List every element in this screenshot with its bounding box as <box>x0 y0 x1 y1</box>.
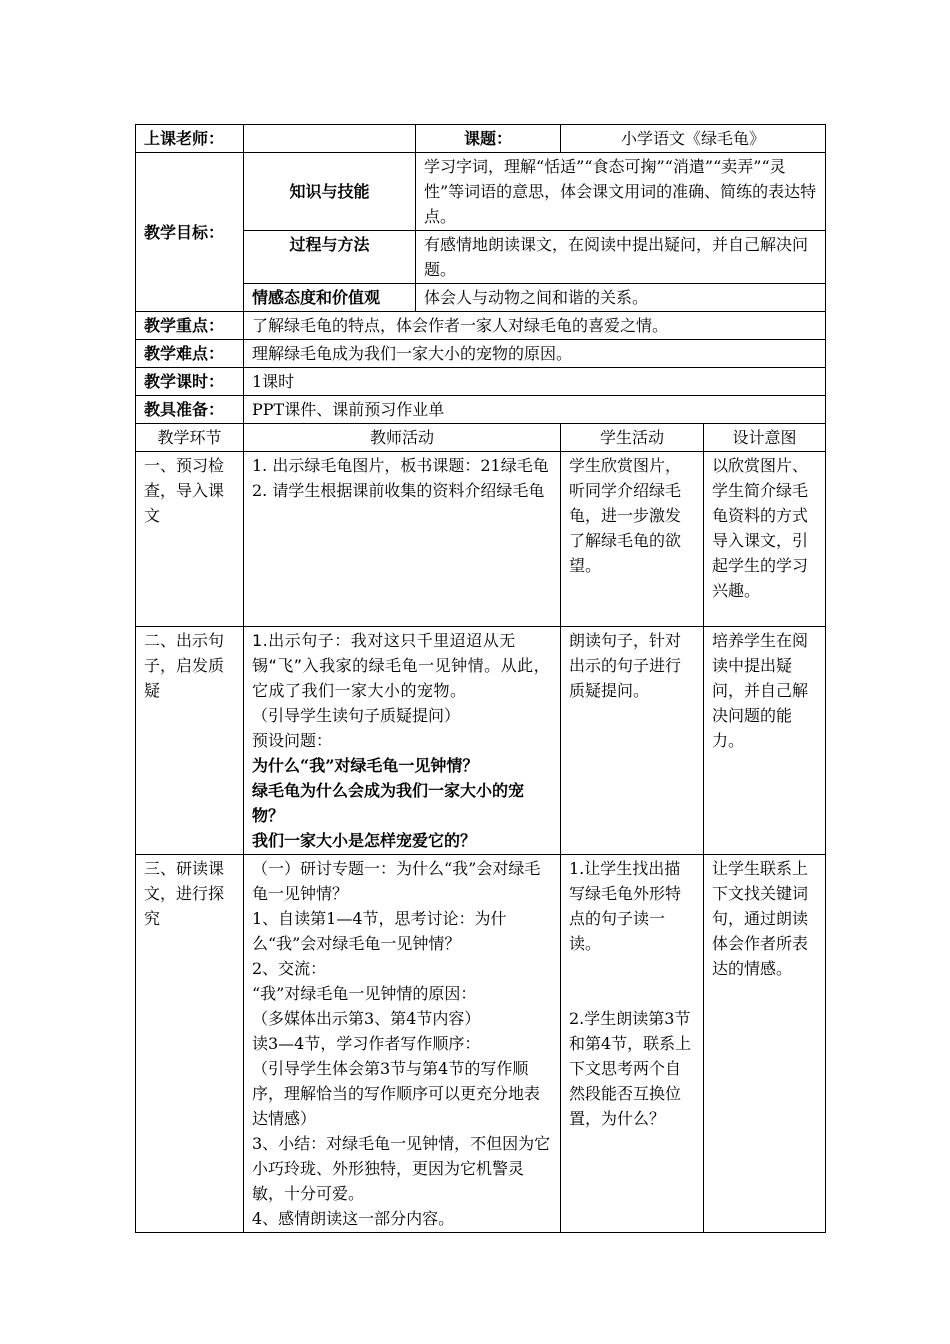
tools-row <box>136 396 826 424</box>
column-header-teacher: 教师活动 <box>244 424 561 452</box>
emotion-label: 情感态度和价值观 <box>244 284 416 312</box>
teacher-label: 上课老师： <box>136 125 244 153</box>
teacher-activity-line: （一）研讨专题一：为什么“我”会对绿毛龟一见钟情？ <box>252 859 541 903</box>
hours-text: 1课时 <box>244 368 826 396</box>
teacher-activity-sentence: 1.出示句子：我对这只千里迢迢从无锡“飞”入我家的绿毛龟一见钟情。从此，它成了我们一家大小的宠物。 <box>252 631 551 700</box>
tools-label: 教具准备： <box>136 396 244 424</box>
lesson-plan-table <box>135 124 826 1233</box>
column-header-row <box>136 424 826 452</box>
student-activity-line: 1.让学生找出描写绿毛龟外形特点的句子读一读。 <box>569 859 682 953</box>
student-activity-cell <box>561 627 704 855</box>
objectives-label: 教学目标： <box>136 153 244 312</box>
knowledge-label: 知识与技能 <box>244 153 416 231</box>
focus-label: 教学重点： <box>136 312 244 340</box>
stage-cell: 三、研读课文，进行探究 <box>136 855 244 1233</box>
objective-knowledge-row <box>136 153 826 231</box>
spacer <box>569 956 695 981</box>
knowledge-text: 学习字词，理解“恬适”“食态可掬”“消遣”“卖弄”“灵性”等词语的意思，体会课文用词的准确、简练的表达特点。 <box>416 153 826 231</box>
topic-label: 课题： <box>416 125 561 153</box>
teacher-activity-cell <box>244 627 561 855</box>
difficulty-row <box>136 340 826 368</box>
difficulty-label: 教学难点： <box>136 340 244 368</box>
student-activity-cell <box>561 452 704 627</box>
teacher-activity-line: 3、小结：对绿毛龟一见钟情，不但因为它小巧玲珑、外形独特，更因为它机警灵敏，十分可爱。 <box>252 1134 551 1203</box>
spacer <box>569 981 695 1006</box>
teacher-activity-line: （引导学生读句子质疑提问） <box>252 706 461 725</box>
process-text: 有感情地朗读课文，在阅读中提出疑问，并自己解决问题。 <box>416 231 826 284</box>
student-activity-cell <box>561 855 704 1233</box>
column-header-intent: 设计意图 <box>704 424 826 452</box>
teacher-activity-line: 预设问题： <box>252 731 333 750</box>
student-activity-line: 2.学生朗读第3节和第4节，联系上下文思考两个自然段能否互换位置，为什么？ <box>569 1009 692 1128</box>
student-activity-line: 学生欣赏图片，听同学介绍绿毛龟，进一步激发了解绿毛龟的欲望。 <box>569 456 682 575</box>
teacher-activity-line: 1、自读第1—4节，思考讨论：为什么“我”会对绿毛龟一见钟情？ <box>252 909 507 953</box>
preset-question: 我们一家大小是怎样宠爱它的？ <box>252 831 477 850</box>
stage-cell: 一、预习检查，导入课文 <box>136 452 244 627</box>
teacher-activity-line: 读3—4节，学习作者写作顺序： <box>252 1034 481 1053</box>
teacher-activity-line: （多媒体出示第3、第4节内容） <box>252 1009 481 1028</box>
preset-question: 绿毛龟为什么会成为我们一家大小的宠物？ <box>252 781 525 825</box>
topic-value: 小学语文《绿毛龟》 <box>561 125 826 153</box>
tools-text: PPT课件、课前预习作业单 <box>244 396 826 424</box>
teacher-activity-line: 1. 出示绿毛龟图片，板书课题：21绿毛龟 <box>252 456 549 475</box>
teacher-activity-cell <box>244 452 561 627</box>
preset-question: 为什么“我”对绿毛龟一见钟情？ <box>252 756 479 775</box>
teacher-value <box>244 125 416 153</box>
hours-row <box>136 368 826 396</box>
column-header-stage: 教学环节 <box>136 424 244 452</box>
teacher-activity-cell <box>244 855 561 1233</box>
student-activity-line: 朗读句子，针对出示的句子进行质疑提问。 <box>569 631 682 700</box>
focus-text: 了解绿毛龟的特点，体会作者一家人对绿毛龟的喜爱之情。 <box>244 312 826 340</box>
column-header-student: 学生活动 <box>561 424 704 452</box>
table-row <box>136 627 826 855</box>
process-label: 过程与方法 <box>244 231 416 284</box>
teacher-activity-line: “我”对绿毛龟一见钟情的原因： <box>252 984 477 1003</box>
intent-cell: 培养学生在阅读中提出疑问，并自己解决问题的能力。 <box>704 627 826 855</box>
difficulty-text: 理解绿毛龟成为我们一家大小的宠物的原因。 <box>244 340 826 368</box>
table-row <box>136 452 826 627</box>
intent-cell: 让学生联系上下文找关键词句，通过朗读体会作者所表达的情感。 <box>704 855 826 1233</box>
hours-label: 教学课时： <box>136 368 244 396</box>
intent-cell: 以欣赏图片、学生简介绿毛龟资料的方式导入课文，引起学生的学习兴趣。 <box>704 452 826 627</box>
header-row <box>136 125 826 153</box>
lesson-plan-document <box>135 124 825 1233</box>
teacher-activity-line: （引导学生体会第3节与第4节的写作顺序，理解恰当的写作顺序可以更充分地表达情感） <box>252 1059 541 1128</box>
teacher-activity-line: 2、交流： <box>252 959 327 978</box>
teacher-activity-line: 2. 请学生根据课前收集的资料介绍绿毛龟 <box>252 481 545 500</box>
stage-cell: 二、出示句子，启发质疑 <box>136 627 244 855</box>
table-row <box>136 855 826 1233</box>
emotion-text: 体会人与动物之间和谐的关系。 <box>416 284 826 312</box>
teacher-activity-line: 4、感情朗读这一部分内容。 <box>252 1209 455 1228</box>
focus-row <box>136 312 826 340</box>
